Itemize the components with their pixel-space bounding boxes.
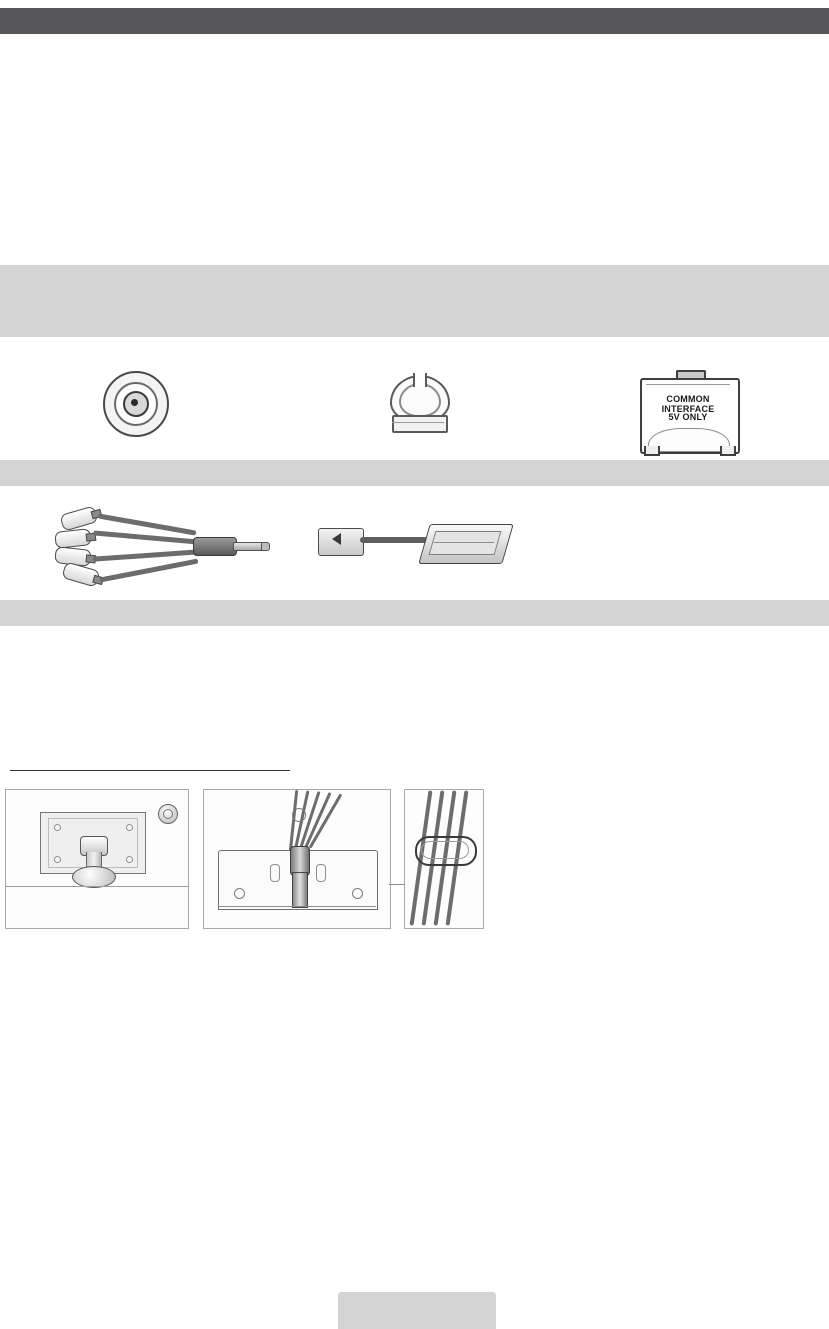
common-interface-cover-icon: [640, 370, 740, 456]
section-band-accessories: [0, 265, 829, 337]
cover-foot-left: [644, 446, 660, 456]
scart-adapter-cable-icon: [318, 524, 518, 570]
section-band-installation: [0, 600, 829, 626]
cable-slot-left: [270, 864, 280, 882]
coaxial-connector-icon: [103, 371, 169, 437]
accessory-row-cables: [0, 500, 829, 596]
page-header-bar: [0, 8, 829, 34]
cable-tie-icon: [386, 375, 450, 433]
mount-hole: [126, 856, 133, 863]
cable-clip-detail-photo: [404, 789, 484, 929]
callout-leader-line: [389, 884, 405, 885]
rca-plug-4: [61, 561, 100, 587]
scart-cable-wire: [360, 537, 428, 543]
cover-label-line-1: COMMON INTERFACE: [661, 394, 715, 414]
housing-screw: [352, 888, 363, 899]
section-band-cables: [0, 460, 829, 486]
cable-tie-loop-inner: [399, 383, 441, 417]
mount-hole: [54, 824, 61, 831]
stand-base-photo: [5, 789, 189, 929]
cable-tie-base: [392, 415, 448, 433]
cable-tie-base-line: [392, 422, 444, 423]
cable-slot-right: [316, 864, 326, 882]
cable-strand-4: [99, 559, 198, 583]
panel-knob-inner: [163, 809, 173, 819]
scart-connector-inner: [429, 531, 502, 555]
cable-strand-3: [93, 549, 199, 561]
cable-clip-ring-inner: [421, 841, 469, 859]
rca-plug-2: [54, 528, 92, 549]
cable-tie-notch: [413, 373, 427, 387]
mount-hole: [126, 824, 133, 831]
scart-connector-line: [434, 542, 494, 543]
rca-plug-1: [59, 505, 98, 531]
coax-center-pin: [131, 399, 138, 406]
cover-label-line-2: 5V ONLY: [668, 412, 708, 422]
cable-barrel: [193, 537, 237, 556]
mount-hole: [54, 856, 61, 863]
panel-edge-line: [6, 886, 188, 887]
housing-base-line: [218, 906, 376, 907]
cable-sleeve-tube: [292, 872, 308, 908]
housing-screw: [234, 888, 245, 899]
cover-bottom-arc: [648, 428, 730, 452]
av-component-cable-icon: [55, 504, 235, 592]
scart-arrow-icon: [332, 533, 341, 545]
cover-foot-right: [720, 446, 736, 456]
section-rule: [10, 770, 290, 771]
cable-jack-tip: [261, 542, 270, 551]
scart-mini-connector: [318, 528, 364, 556]
vesa-hole: [292, 808, 306, 822]
rear-cable-routing-photo: [203, 789, 391, 929]
cover-top-line: [646, 384, 730, 385]
accessory-row-top: [0, 365, 829, 461]
stand-foot: [72, 866, 116, 888]
page-number-pill: [338, 1292, 496, 1329]
